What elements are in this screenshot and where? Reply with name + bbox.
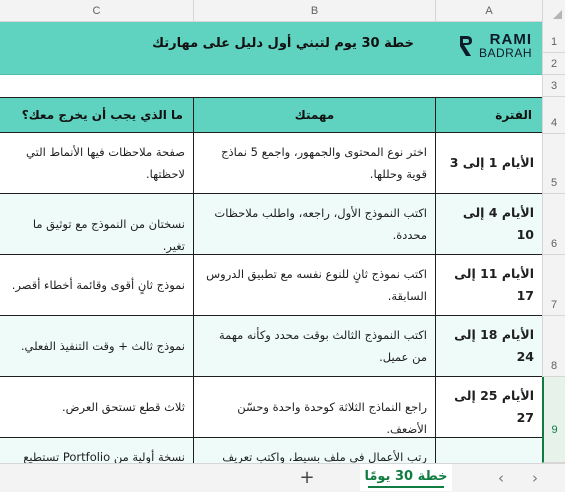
row-header-9[interactable]: 9 — [542, 377, 565, 463]
chevron-left-icon[interactable]: ‹ — [498, 469, 504, 487]
logo-text-badrah: BADRAH — [478, 46, 532, 60]
table-row[interactable] — [0, 194, 542, 255]
table-row[interactable] — [0, 316, 542, 377]
cell-period[interactable]: الأيام 11 إلى 17 — [435, 255, 542, 315]
cell-period[interactable]: الأيام 25 إلى 27 — [435, 377, 542, 437]
row-header-8[interactable]: 8 — [542, 316, 565, 377]
sheet-tab-label: خطة 30 يومًا — [364, 469, 448, 484]
row-header-3[interactable]: 3 — [542, 75, 565, 97]
cell-period[interactable]: الأيام 4 إلى 10 — [435, 194, 542, 254]
row-header-2[interactable]: 2 — [542, 53, 565, 75]
column-header-a[interactable]: A — [435, 0, 542, 22]
cell-output[interactable]: صفحة ملاحظات فيها الأنماط التي لاحظتها. — [26, 145, 185, 181]
table-header-row[interactable] — [0, 97, 542, 133]
logo-text-rami: RAMI — [489, 31, 532, 48]
table-row[interactable] — [0, 255, 542, 316]
active-tab-underline — [368, 486, 444, 488]
sheet-tab-bar — [0, 463, 565, 492]
title-banner[interactable] — [0, 22, 542, 75]
cell-task[interactable]: اكتب نموذج ثانٍ للنوع نفسه مع تطبيق الدروس السابقة. — [193, 255, 435, 315]
cell-output[interactable]: نموذج ثالث + وقت التنفيذ الفعلي. — [20, 339, 185, 353]
sheet-title: خطة 30 يوم لتبني أول دليل على مهارتك — [152, 36, 414, 51]
column-header-bar — [0, 0, 565, 22]
logo-mark-icon — [458, 34, 474, 58]
cell-output[interactable]: نسخة أولية من Portfolio تستطيع — [23, 450, 185, 463]
row-header-4[interactable]: 4 — [542, 97, 565, 134]
cell-output[interactable]: نموذج ثانٍ أقوى وقائمة أخطاء أقصر. — [11, 278, 185, 292]
column-header-b[interactable]: B — [193, 0, 435, 22]
row-header-7[interactable]: 7 — [542, 255, 565, 316]
cell-output[interactable]: نسختان من النموذج مع توثيق ما تغير. — [32, 217, 185, 253]
table-row[interactable] — [0, 133, 542, 194]
add-sheet-button[interactable]: + — [299, 467, 315, 488]
sheet-tab-active[interactable] — [360, 464, 452, 491]
chevron-right-icon[interactable]: › — [532, 469, 538, 487]
cell-task[interactable]: رتب الأعمال في ملف بسيط، واكتب تعريف — [193, 438, 435, 463]
header-period[interactable]: الفترة — [435, 98, 542, 132]
header-output[interactable]: ما الذي يجب أن يخرج معك؟ — [21, 108, 183, 122]
cell-task[interactable]: اكتب النموذج الأول، راجعه، واطلب ملاحظات محددة. — [193, 194, 435, 254]
row-header-1[interactable]: 1 — [542, 22, 565, 53]
cell-period[interactable]: الأيام 1 إلى 3 — [435, 133, 542, 193]
column-header-c[interactable]: C — [92, 5, 101, 17]
table-row[interactable] — [0, 377, 542, 438]
cell-task[interactable]: راجع النماذج الثلاثة كوحدة واحدة وحسّن الأضعف. — [193, 377, 435, 437]
row-header-5[interactable]: 5 — [542, 134, 565, 194]
table-row[interactable] — [0, 438, 542, 463]
row-header-6[interactable]: 6 — [542, 194, 565, 255]
cell-period[interactable] — [435, 438, 542, 463]
cell-task[interactable]: اختر نوع المحتوى والجمهور، واجمع 5 نماذج قوية وحللها. — [193, 133, 435, 193]
cell-period[interactable]: الأيام 18 إلى 24 — [435, 316, 542, 376]
brand-logo — [454, 32, 532, 64]
cell-task[interactable]: اكتب النموذج الثالث بوقت محدد وكأنه مهمة من عميل. — [193, 316, 435, 376]
select-all-corner[interactable] — [542, 0, 565, 22]
header-task[interactable]: مهمتك — [193, 98, 435, 132]
cell-output[interactable]: ثلاث قطع تستحق العرض. — [61, 400, 185, 414]
